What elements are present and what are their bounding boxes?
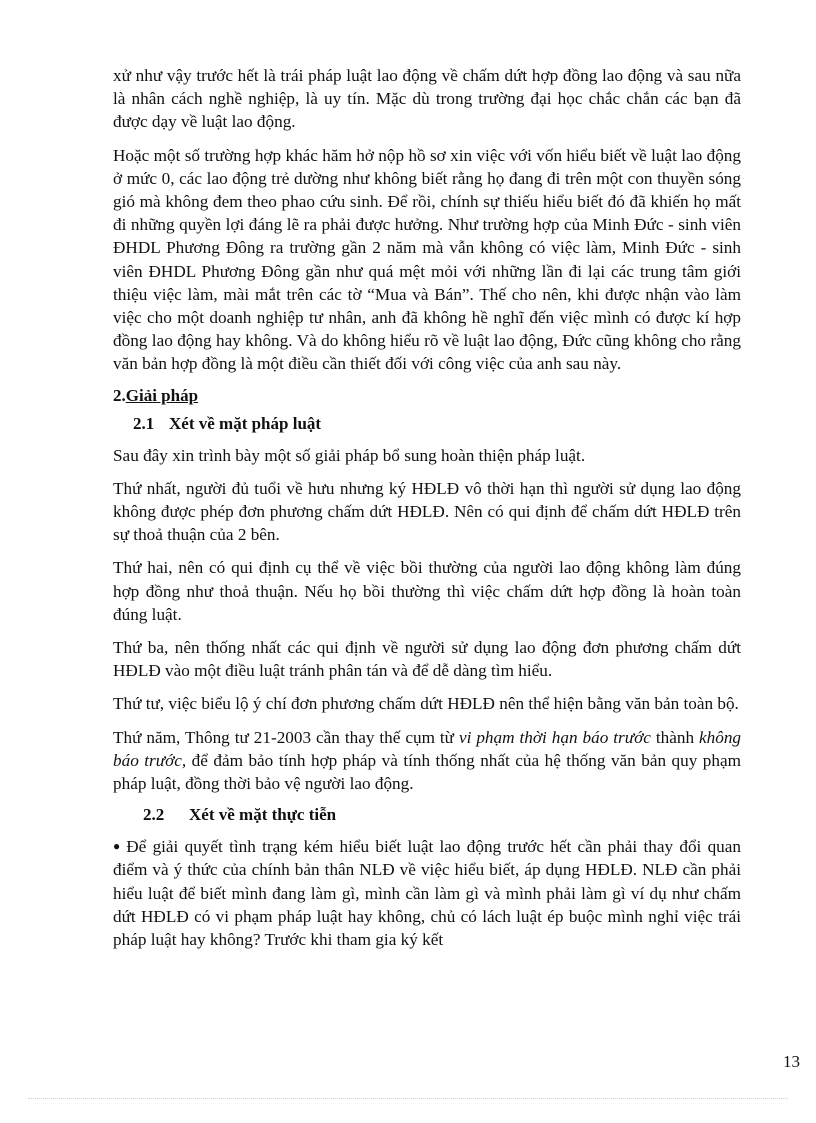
paragraph: Sau đây xin trình bày một số giải pháp bổ sung hoàn thiện pháp luật. — [113, 445, 586, 465]
italic-phrase: không báo trước, — [113, 727, 742, 770]
paragraph: Thứ tư, việc biểu lộ ý chí đơn phương chấm dứt HĐLĐ nên thể hiện bằng văn bản toàn bộ. — [113, 694, 739, 714]
subsection-title: Xét về mặt thực tiễn — [189, 805, 337, 825]
subsection-heading-2-2 — [143, 805, 741, 825]
paragraph: Thứ hai, nên có qui định cụ thể về việc bồi thường của người lao động không làm đúng hợp đồng như thoả thuận. Nếu họ bồi thường thì việc chấm dứt hợp đồng là hoàn toàn đúng luật. — [113, 558, 741, 624]
subsection-title: Xét về mặt pháp luật — [169, 413, 322, 433]
bullet-paragraph — [113, 835, 741, 951]
text-run: Thứ năm, Thông tư 21-2003 cần thay thế cụm từ — [113, 727, 459, 747]
text-run: thành — [650, 727, 699, 747]
paragraph: Hoặc một số trường hợp khác hăm hở nộp hồ sơ xin việc với vốn hiểu biết về luật lao động ở mức 0, các lao động trẻ dường như không biết rằng họ đang đi trên một con thuyền sóng gió mà không đem theo phao cứu sinh. Để rồi, chính sự thiếu hiểu biết đó đã khiến họ mất đi những quyền lợi đáng lẽ ra phải được hưởng. Như trường hợp của Minh Đức - sinh viên ĐHDL Phương Đông ra trường gần 2 năm mà vẫn không có việc làm, Minh Đức - sinh viên ĐHDL Phương Đông gần như quá mệt mỏi với những lần đi lại các trung tâm giới thiệu việc làm, mài mắt trên các tờ “Mua và Bán”. Thế cho nên, khi được nhận vào làm việc cho một doanh nghiệp tư nhân, anh đã không hề nghĩ đến việc mình có được kí hợp đồng lao động hay không. Và do không hiểu rõ về luật lao động, Đức cũng không cho rằng văn bản hợp đồng là một điều cần thiết đối với công việc của anh sau này. — [113, 145, 741, 374]
subsection-number: 2.1 — [133, 413, 155, 433]
bullet-icon: ● — [113, 839, 121, 854]
text-run: để đảm bảo tính hợp pháp và tính thống nhất của hệ thống văn bản quy phạm pháp luật, đồng thời bảo vệ người lao động. — [113, 750, 741, 794]
page-content — [113, 64, 741, 961]
paragraph-fifth — [113, 726, 741, 796]
page-number: 13 — [783, 1052, 800, 1071]
subsection-heading-2-1 — [133, 414, 741, 434]
bullet-text: Để giải quyết tình trạng kém hiểu biết luật lao động trước hết cần phải thay đổi quan điểm và ý thức của chính bản thân NLĐ về việc hiểu biết, áp dụng HĐLĐ. NLĐ cần phải hiểu luật để biết mình đang làm gì, mình cần làm gì và mình phải làm gì ví dụ như chấm dứt HĐLĐ có vi phạm pháp luật hay không, chủ có lách luật ép buộc mình nghỉ việc trái pháp luật hay không? Trước khi tham gia ký kết — [113, 837, 741, 950]
subsection-number: 2.2 — [143, 805, 165, 825]
footer-divider — [28, 1098, 788, 1099]
section-number: 2. — [113, 385, 126, 405]
section-title: Giải pháp — [125, 385, 199, 405]
section-heading-2 — [113, 386, 741, 406]
paragraph: xử như vậy trước hết là trái pháp luật lao động về chấm dứt hợp đồng lao động và sau nữa là nhân cách nghề nghiệp, là uy tín. Mặc dù trong trường đại học chắc chắn các bạn đã được dạy về luật lao động. — [113, 66, 741, 132]
paragraph: Thứ ba, nên thống nhất các qui định về người sử dụng lao động đơn phương chấm dứt HĐLĐ vào một điều luật tránh phân tán và để dễ dàng tìm hiểu. — [113, 638, 741, 681]
paragraph: Thứ nhất, người đủ tuổi về hưu nhưng ký HĐLĐ vô thời hạn thì người sử dụng lao động không được phép đơn phương chấm dứt HĐLĐ. Nên có qui định để chấm dứt HĐLĐ trên sự thoả thuận của 2 bên. — [113, 478, 741, 545]
italic-phrase: vi phạm thời hạn báo trước — [458, 727, 651, 747]
